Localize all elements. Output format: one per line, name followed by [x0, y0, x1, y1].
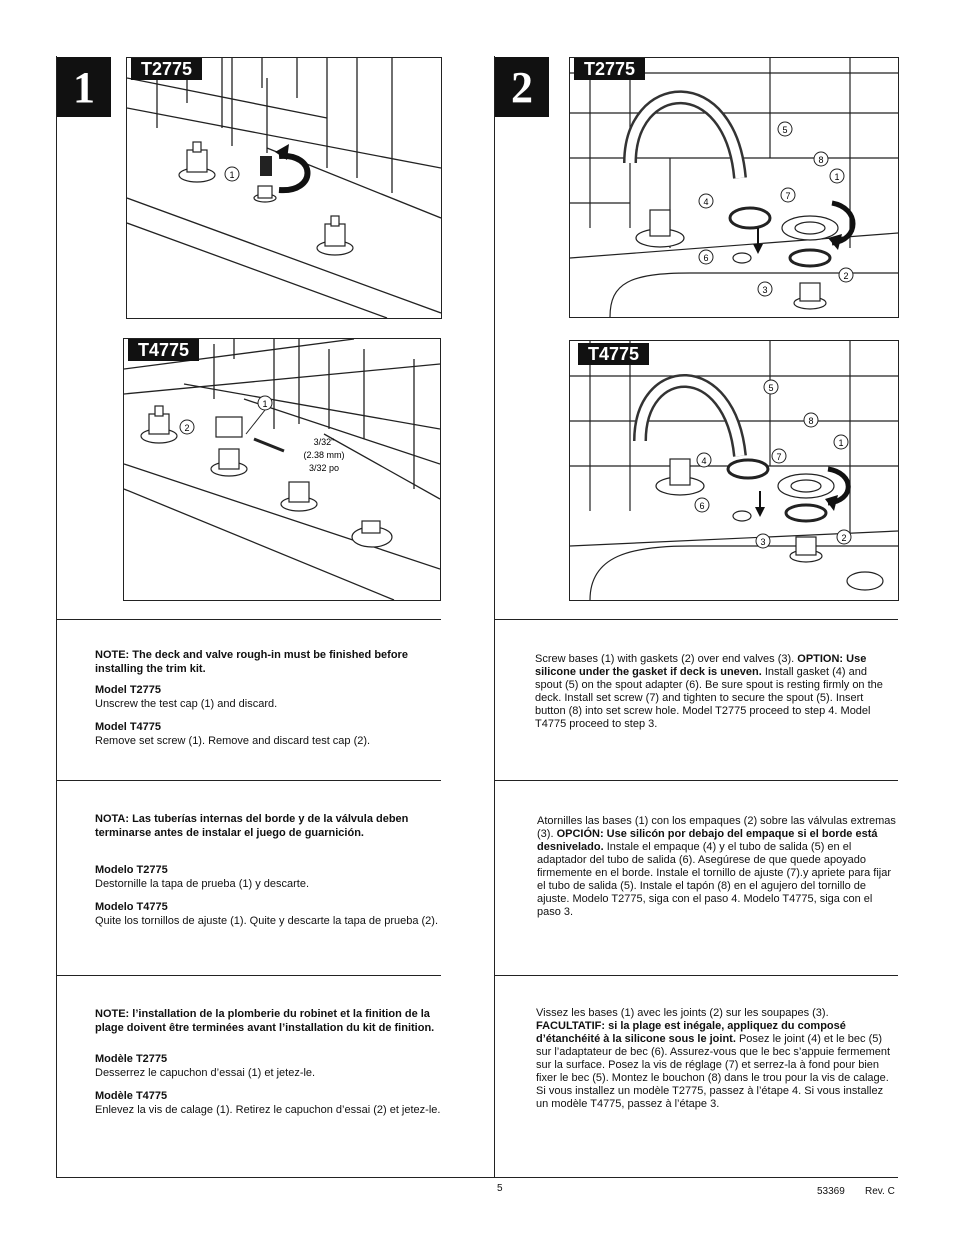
- left-frame-line: [56, 56, 57, 1178]
- callout-2: 2: [184, 423, 190, 433]
- french-model2-label: Modèle T4775: [95, 1090, 168, 1102]
- step1-t2775-drawing: [127, 58, 441, 318]
- spanish-model2-label: Modelo T4775: [95, 901, 168, 913]
- english-step2-part2: Install gasket (4) and spout (5) on the spout adapter (6). Be sure spout is resting firmly on the deck. Install set screw (7) and tighten to secure the spout (5). Insert button (8) into set screw hole. Model T2775 proceed to step 4. Model T4775 proceed to step 3.: [535, 666, 883, 730]
- french-step2-option: FACULTATIF: si la plage est inégale, appliquez du composé d’étanchéité à la silicone sous le joint.: [536, 1020, 846, 1045]
- english-note: NOTE: The deck and valve rough-in must be finished before installing the trim kit.: [95, 649, 408, 675]
- callout-2: 2: [843, 271, 849, 281]
- french-instructions-step1: [95, 1007, 445, 1117]
- model-tag-t4775: T4775: [578, 343, 649, 365]
- callout-6: 6: [703, 253, 709, 263]
- french-step2-part1: Vissez les bases (1) avec les joints (2) sur les soupapes (3).: [536, 1007, 829, 1019]
- english-step2-part1: Screw bases (1) with gaskets (2) over end valves (3).: [535, 653, 798, 665]
- step2-t2775-drawing: [570, 58, 898, 317]
- french-instructions-step2: [536, 1007, 896, 1111]
- callout-1: 1: [838, 438, 844, 448]
- callout-7: 7: [785, 191, 791, 201]
- callout-2: 2: [841, 533, 847, 543]
- step1-t4775-drawing: [124, 339, 440, 600]
- illustration-step1-t2775: [126, 57, 442, 319]
- english-model2-text: Remove set screw (1). Remove and discard test cap (2).: [95, 735, 371, 747]
- illustration-step2-t4775: [569, 340, 899, 601]
- model-tag-t2775: T2775: [131, 58, 202, 80]
- callout-6: 6: [699, 501, 705, 511]
- spanish-step2-part2: Instale el empaque (4) y el tubo de salida (5) en el adaptador del tubo de salida (6). Asegúrese de que quede apoyado firmemente en el borde. Instale el tornillo de ajuste (7).y apriete para fijar el tubo de salida (5). Instale el tapón (8) en el agujero del tornillo de ajuste. Modelo T2775, siga con el paso 4. Modelo T4775, siga con el paso 3.: [537, 841, 892, 918]
- step2-t4775-drawing: [570, 341, 898, 600]
- spanish-model1-label: Modelo T2775: [95, 864, 168, 876]
- divider-left-3: [56, 975, 441, 976]
- callout-1: 1: [834, 172, 840, 182]
- callout-3: 3: [762, 285, 768, 295]
- dimension-line-1: 3/32": [313, 437, 335, 447]
- callout-4: 4: [703, 197, 709, 207]
- dimension-line-2: (2.38 mm): [303, 450, 345, 460]
- spanish-instructions-step1: [95, 812, 445, 928]
- callout-5: 5: [782, 125, 788, 135]
- step-number-2: 2: [495, 57, 549, 117]
- spanish-step2-part1: Atornilles las bases (1) con los empaques (2) sobre las válvulas extremas (3).: [537, 815, 896, 840]
- english-instructions-step2: [535, 653, 885, 731]
- divider-right-3: [494, 975, 898, 976]
- callout-1: 1: [262, 399, 268, 409]
- dimension-line-3: 3/32 po: [308, 463, 340, 473]
- english-model2-label: Model T4775: [95, 721, 162, 733]
- french-step2-part2: Posez le joint (4) et le bec (5) sur l’adaptateur de bec (6). Assurez-vous que le bec s’appuie fermement sur la surface. Posez la vis de réglage (7) et serrez-la à fond pour bien fixer le bec (5). Montez le bouchon (8) dans le trou pour la vis de calage. Si vous installez un modèle T2775, passez à l’étape 4. Si vous installez un modèle T4775, passez à l’étape 3.: [536, 1033, 891, 1110]
- spanish-step2-option: OPCIÓN: Use silicón por debajo del empaque si el borde está desnivelado.: [537, 828, 878, 853]
- english-model1-label: Model T2775: [95, 684, 162, 696]
- revision-label: Rev. C: [865, 1186, 895, 1197]
- page-number: 5: [497, 1183, 503, 1194]
- callout-5: 5: [768, 383, 774, 393]
- callout-1: 1: [229, 170, 235, 180]
- callout-8: 8: [808, 416, 814, 426]
- document-number: 53369: [817, 1186, 845, 1197]
- model-tag-t2775: T2775: [574, 58, 645, 80]
- spanish-model2-text: Quite los tornillos de ajuste (1). Quite y descarte la tapa de prueba (2).: [95, 915, 439, 927]
- callout-7: 7: [776, 452, 782, 462]
- illustration-step1-t4775: [123, 338, 441, 601]
- spanish-model1-text: Destornille la tapa de prueba (1) y descarte.: [95, 878, 310, 890]
- center-frame-line: [494, 56, 495, 1178]
- callout-4: 4: [701, 456, 707, 466]
- divider-right-1: [494, 619, 898, 620]
- french-model2-text: Enlevez la vis de calage (1). Retirez le capuchon d’essai (2) et jetez-le.: [95, 1104, 441, 1116]
- english-instructions-step1: [95, 648, 445, 748]
- callout-3: 3: [760, 537, 766, 547]
- callout-8: 8: [818, 155, 824, 165]
- step-number-1: 1: [57, 57, 111, 117]
- french-model1-text: Desserrez le capuchon d’essai (1) et jetez-le.: [95, 1067, 316, 1079]
- spanish-instructions-step2: [537, 815, 899, 919]
- english-step2-option: OPTION: Use silicone under the gasket if deck is uneven.: [535, 653, 867, 678]
- english-model1-text: Unscrew the test cap (1) and discard.: [95, 698, 278, 710]
- model-tag-t4775: T4775: [128, 339, 199, 361]
- spanish-note: NOTA: Las tuberías internas del borde y de la válvula deben terminarse antes de instalar el juego de guarnición.: [95, 813, 409, 839]
- divider-right-2: [494, 780, 898, 781]
- illustration-step2-t2775: [569, 57, 899, 318]
- french-note: NOTE: l’installation de la plomberie du robinet et la finition de la plage doivent être terminées avant l’installation du kit de finition.: [95, 1008, 435, 1034]
- divider-left-1: [56, 619, 441, 620]
- bottom-frame-line: [56, 1177, 898, 1178]
- divider-left-2: [56, 780, 441, 781]
- french-model1-label: Modèle T2775: [95, 1053, 168, 1065]
